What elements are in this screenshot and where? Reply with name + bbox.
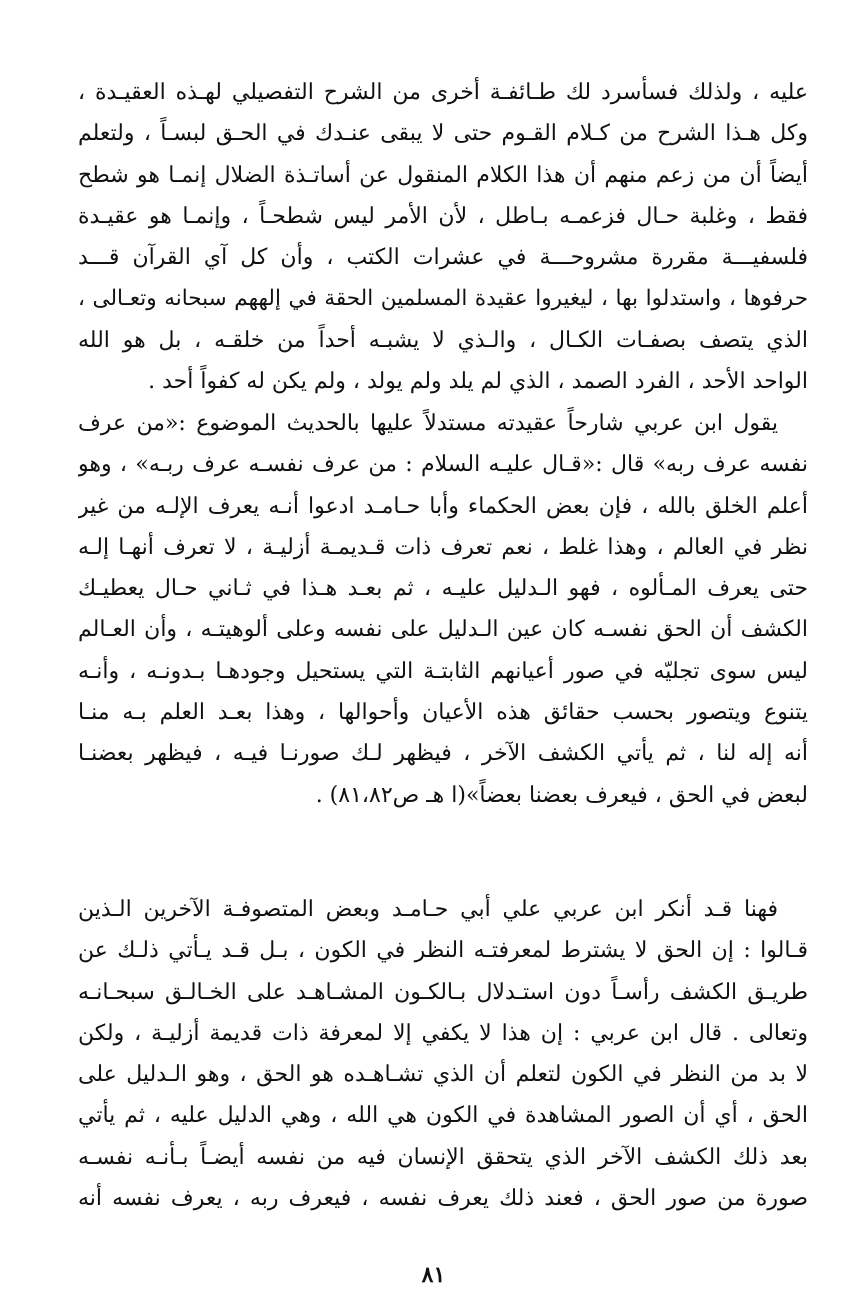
text-line: الواحد الأحد ، الفرد الصمد ، الذي لم يلد ولم يولد ، ولم يكن له كفواً أحد . [148, 369, 808, 395]
text-line: الكشف أن الحق نفسـه كان عين الـدليل على نفسه وعلى ألوهيتـه ، وأن العـالم [78, 617, 808, 643]
text-line: ليس سوى تجليّه في صور أعيانهم الثابتـة التي يستحيل وجودهـا بـدونـه ، وأنـه [78, 658, 808, 684]
text-line: أعلم الخلق بالله ، فإن بعض الحكماء وأبا حـامـد ادعوا أنـه يعرف الإلـه من غير [78, 493, 808, 519]
text-line: فهنا قـد أنكر ابن عربي علي أبي حـامـد وبعض المتصوفـة الآخرين الـذين [78, 897, 778, 922]
text-line: طريـق الكشف رأسـاً دون استـدلال بـالكـون المشـاهـد على الخـالـق سبحـانـه [78, 979, 808, 1005]
text-line: وكل هـذا الشرح من كـلام القـوم حتى لا يبقى عنـدك في الحـق لبسـاً ، ولتعلم [78, 121, 808, 147]
text-line: صورة من صور الحق ، فعند ذلك يعرف نفسه ، فيعرف ربه ، يعرف نفسه أنه [78, 1186, 808, 1212]
paragraph-3 [78, 889, 808, 1219]
text-line: فقط ، وغلبة حـال فزعمـه بـاطل ، لأن الأمر ليس شطحـاً ، وإنمـا هو عقيـدة [78, 203, 808, 229]
paragraph-2 [78, 403, 808, 816]
text-line: الذي يتصف بصفـات الكـال ، والـذي لا يشبـه أحداً من خلقـه ، بل هو الله [78, 327, 808, 353]
text-line: نظر في العالم ، وهذا غلط ، نعم تعرف ذات قـديمـة أزليـة ، لا تعرف أنهـا إلـه [78, 534, 808, 560]
text-line: حرفوها ، واستدلوا بها ، ليغيروا عقيدة المسلمين الحقة في إلههم سبحانه وتعـالى ، [78, 286, 808, 312]
text-line: لا بد من النظر في الكون لتعلم أن الذي تشـاهـده هو الحق ، وهو الـدليل على [78, 1062, 808, 1088]
page-number: ٨١ [421, 1262, 446, 1288]
text-line: يقول ابن عربي شارحاً عقيدته مستدلاً عليها بالحديث الموضوع :«من عرف [78, 411, 778, 436]
text-line: وتعالى . قال ابن عربي : إن هذا لا يكفي إلا لمعرفة ذات قديمة أزليـة ، ولكن [78, 1020, 808, 1046]
text-line: بعد ذلك الكشف الآخر الذي يتحقق الإنسان فيه من نفسه أيضـاً بـأنـه نفسـه [78, 1144, 808, 1170]
text-line: أيضاً أن من زعم منهم أن هذا الكلام المنقول عن أساتـذة الضلال إنمـا هو شطح [78, 162, 808, 188]
text-line: حتى يعرف المـألوه ، فهو الـدليل عليـه ، ثم بعـد هـذا في ثـاني حـال يعطيـك [78, 576, 808, 602]
text-line: نفسه عرف ربه» قال :«قـال عليـه السلام : من عرف نفسـه عرف ربـه» ، وهو [78, 452, 808, 478]
paragraph-1 [78, 72, 808, 402]
text-line: الحق ، أي أن الصور المشاهدة في الكون هي الله ، وهي الدليل عليه ، ثم يأتي [78, 1103, 808, 1129]
text-line: عليه ، ولذلك فسأسرد لك طـائفـة أخرى من الشرح التفصيلي لهـذه العقيـدة ، [78, 80, 808, 105]
text-line: يتنوع ويتصور بحسب حقائق هذه الأعيان وأحوالها ، وهذا بعـد العلم بـه منـا [78, 700, 808, 726]
text-line: فلسفيـــة مقررة مشروحـــة في عشرات الكتب ، وأن كل آي القرآن قـــد [78, 245, 808, 271]
text-line: قـالوا : إن الحق لا يشترط لمعرفتـه النظر في الكون ، بـل قـد يـأتي ذلـك عن [78, 938, 808, 964]
text-line: لبعض في الحق ، فيعرف بعضنا بعضاً»(ا هـ ص٨١،٨٢) . [315, 782, 808, 808]
text-line: أنه إله لنا ، ثم يأتي الكشف الآخر ، فيظهر لـك صورنـا فيـه ، فيظهر بعضنـا [78, 741, 808, 767]
